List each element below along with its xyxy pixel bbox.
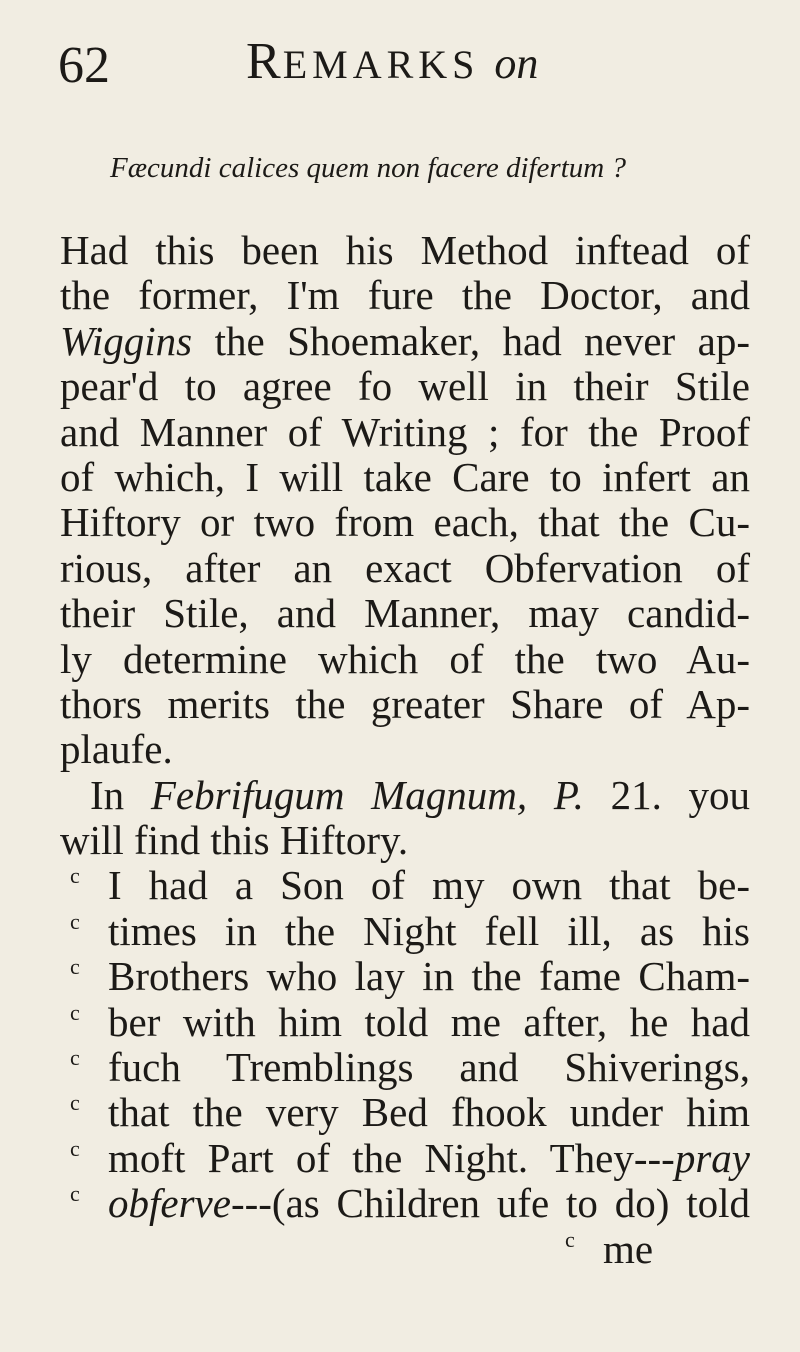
text-line: their Stile, and Manner, may candid- (60, 590, 750, 637)
catchword: c me (565, 1225, 654, 1272)
quote-mark: c (70, 1135, 80, 1161)
quote-line: c I had a Son of my own that be- (70, 862, 750, 909)
quote-line: c obferve---(as Children ufe to do) told (70, 1180, 750, 1227)
quote-mark: c (70, 999, 80, 1025)
text-line: thors merits the greater Share of Ap- (60, 680, 750, 727)
text-line: of which, I will take Care to infert an (60, 453, 750, 500)
text-line: rious, after an exact Obfervation of (60, 544, 750, 591)
text-line: plaufe. (60, 726, 173, 773)
work-title: Febrifugum Magnum, (150, 771, 528, 818)
quote-line: c that the very Bed fhook under him (70, 1089, 750, 1136)
text-line: In Febrifugum Magnum, P. 21. you (90, 771, 751, 818)
quote-line: c fuch Tremblings and Shiverings, (70, 1044, 750, 1091)
latin-epigraph: Fæcundi calices quem non facere difertum ? (110, 152, 626, 184)
quote-line: c times in the Night fell ill, as his (70, 907, 750, 954)
quote-mark: c (70, 908, 80, 934)
running-title-initial: R (246, 33, 283, 90)
page-header (58, 32, 758, 102)
running-title-rest: EMARKS (282, 42, 480, 87)
name-wiggins: Wiggins (60, 317, 193, 364)
observe-word: obferve (108, 1180, 231, 1227)
text-line: pear'd to agree fo well in their Stile (60, 363, 750, 410)
quote-line: c ber with him told me after, he had (70, 998, 750, 1045)
text-line: ly determine which of the two Au- (60, 635, 750, 682)
text-line: Wiggins the Shoemaker, had never ap- (60, 317, 750, 364)
quote-mark: c (70, 954, 80, 980)
quote-line: c moft Part of the Night. They---pray (70, 1134, 750, 1181)
body-text (60, 228, 750, 1272)
text-line: Had this been his Method inftead of (60, 227, 750, 273)
pray-word: pray (674, 1134, 750, 1181)
quote-mark: c (565, 1226, 575, 1252)
running-title (246, 32, 538, 91)
running-title-on: on (494, 39, 539, 88)
text-line: the former, I'm fure the Doctor, and (60, 272, 750, 319)
text-line: and Manner of Writing ; for the Proof (60, 408, 750, 455)
text-line: will find this Hiftory. (60, 817, 409, 864)
text-line: Hiftory or two from each, that the Cu- (60, 499, 750, 546)
quote-mark: c (70, 1045, 80, 1071)
quote-mark: c (70, 1090, 80, 1116)
page-number: 62 (58, 37, 110, 94)
quote-mark: c (70, 1181, 80, 1207)
quote-mark: c (70, 863, 80, 889)
quote-line: c Brothers who lay in the fame Cham- (70, 953, 750, 1000)
